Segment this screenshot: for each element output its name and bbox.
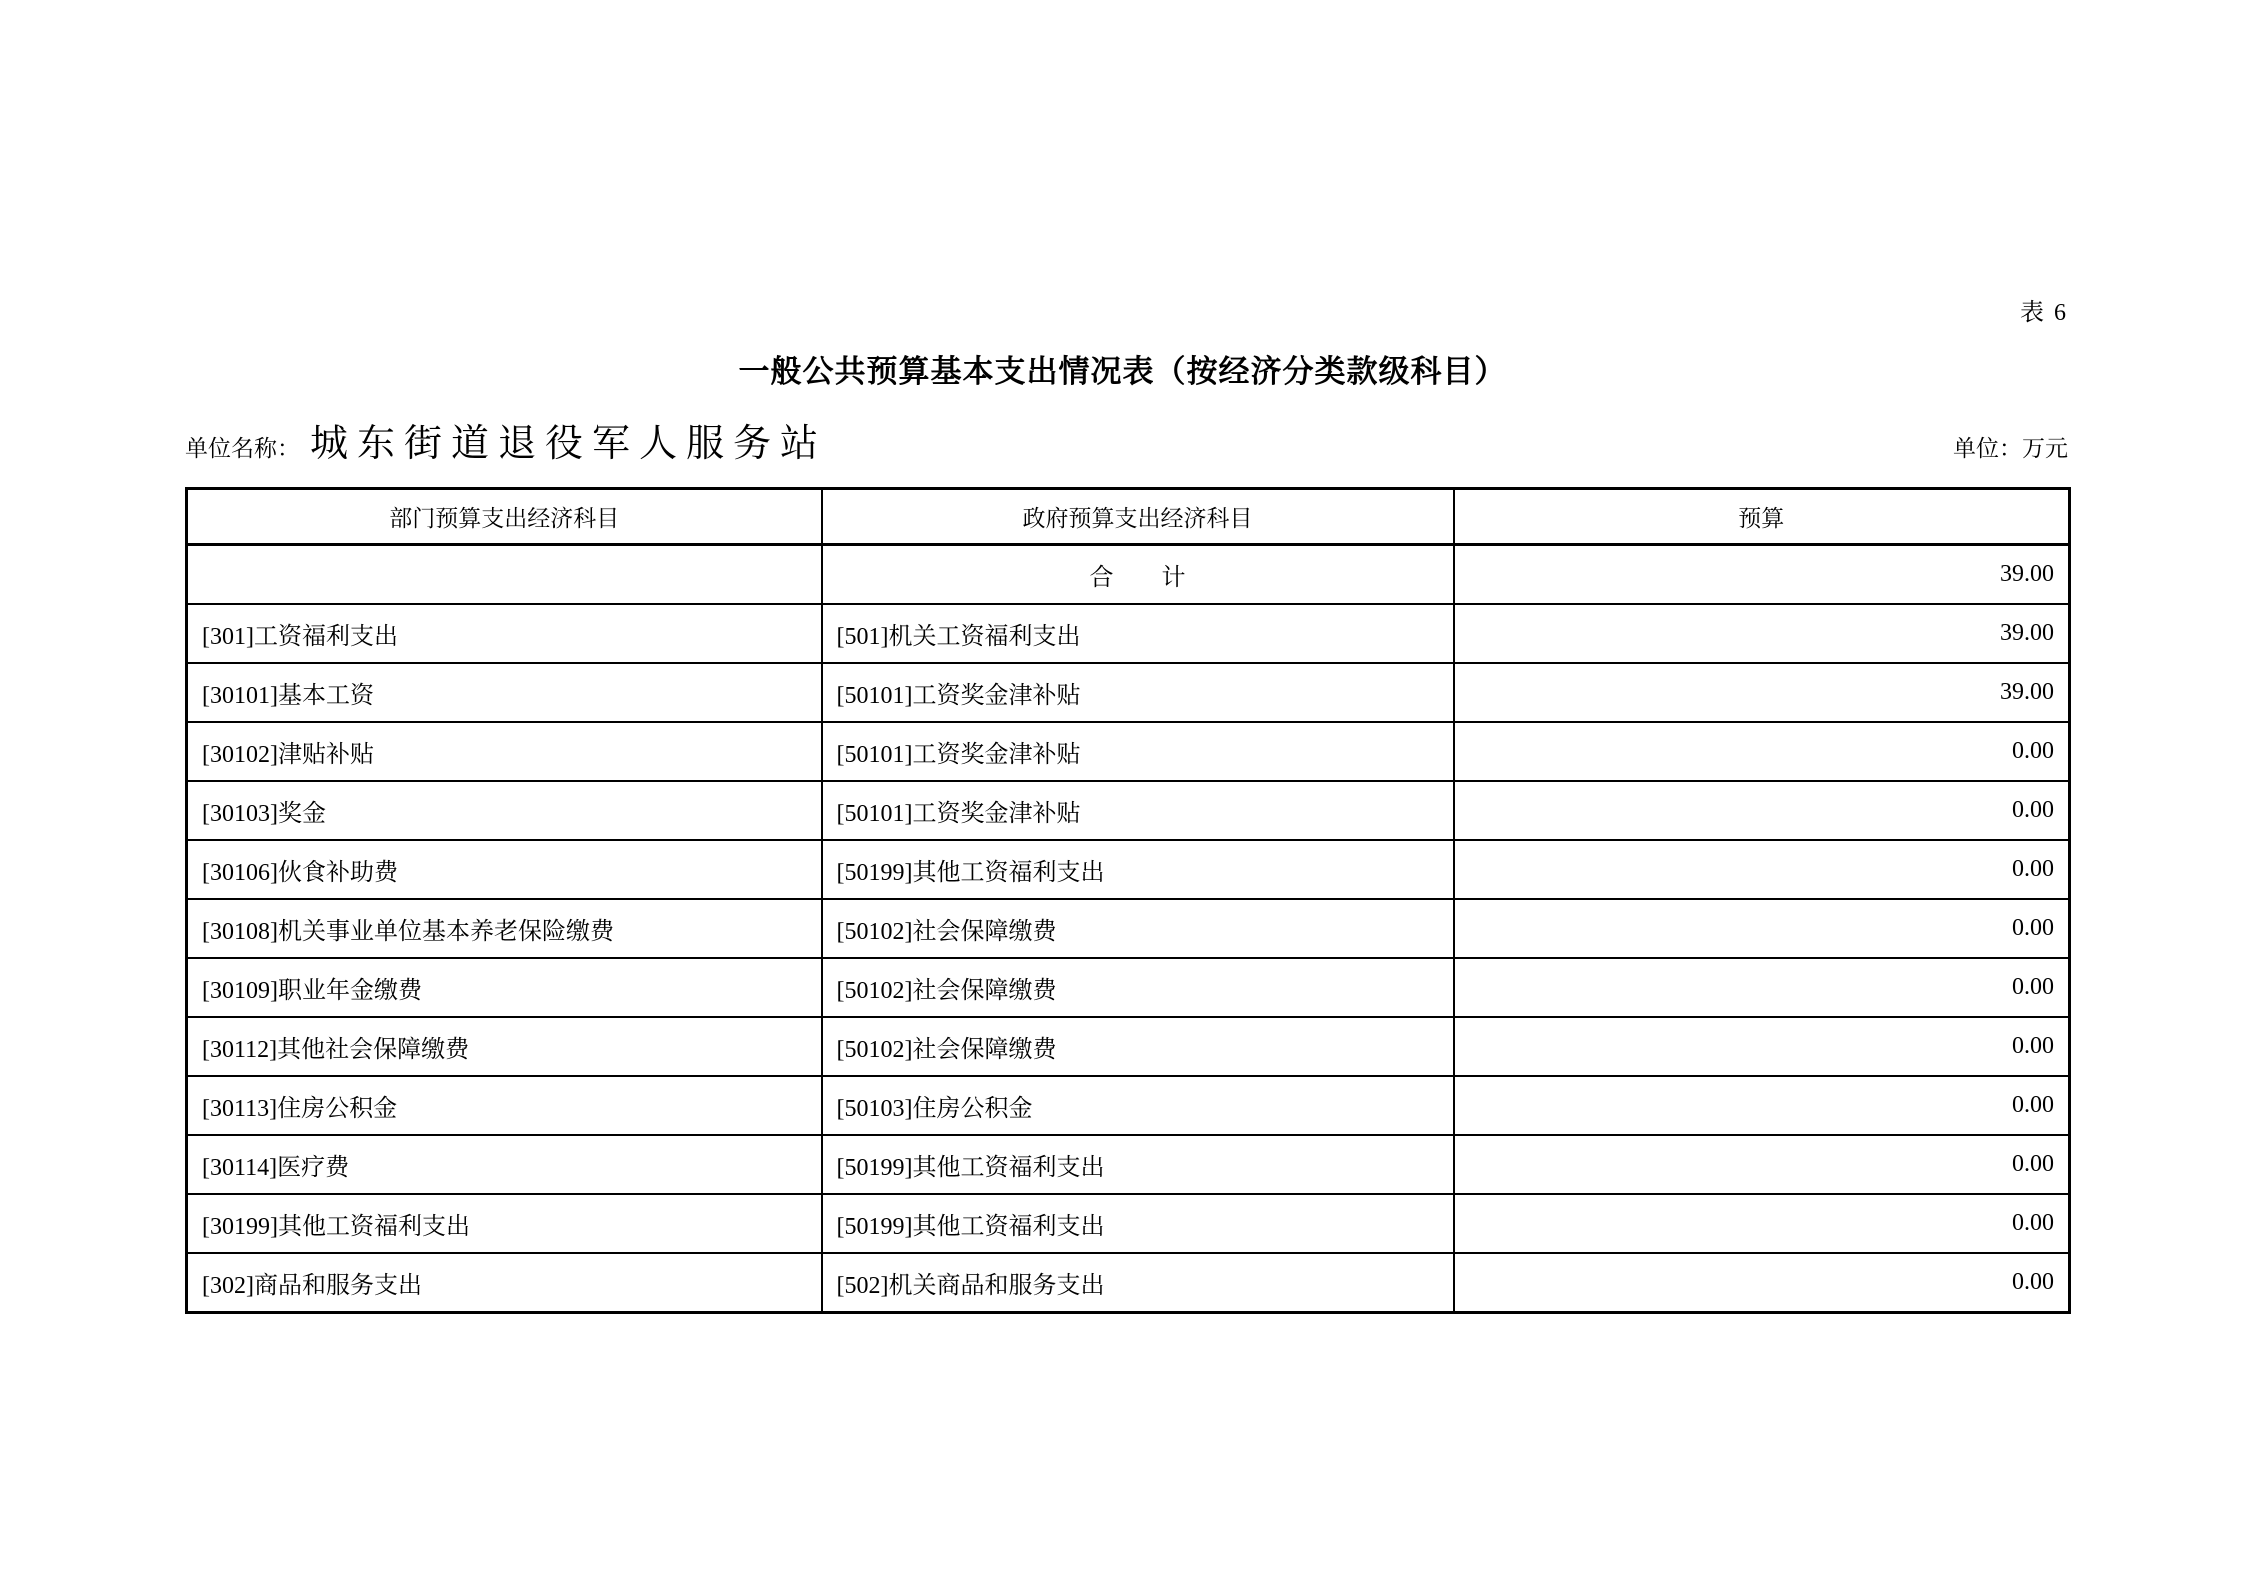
budget-value-cell: 0.00 (1454, 781, 2070, 840)
unit-name-value: 城东街道退役军人服务站 (310, 423, 828, 465)
department-subject-cell: [30113]住房公积金 (187, 1076, 822, 1135)
department-subject-cell: [301]工资福利支出 (187, 604, 822, 663)
budget-table-header (187, 489, 2070, 545)
budget-table-body (187, 545, 2070, 1313)
table-row (187, 1076, 2070, 1135)
table-row (187, 1194, 2070, 1253)
department-subject-cell: [30102]津贴补贴 (187, 722, 822, 781)
department-subject-cell: [30106]伙食补助费 (187, 840, 822, 899)
department-subject-cell: [302]商品和服务支出 (187, 1253, 822, 1313)
budget-value-cell: 0.00 (1454, 958, 2070, 1017)
budget-value-cell: 0.00 (1454, 1135, 2070, 1194)
budget-value-cell: 0.00 (1454, 899, 2070, 958)
table-row (187, 840, 2070, 899)
table-row (187, 604, 2070, 663)
table-row (187, 663, 2070, 722)
table-row (187, 899, 2070, 958)
government-subject-cell: 合 计 (822, 545, 1454, 605)
col-header-department-subject: 部门预算支出经济科目 (187, 489, 822, 545)
department-subject-cell (187, 545, 822, 605)
table-row (187, 781, 2070, 840)
government-subject-cell: [50102]社会保障缴费 (822, 1017, 1454, 1076)
department-subject-cell: [30199]其他工资福利支出 (187, 1194, 822, 1253)
government-subject-cell: [50101]工资奖金津补贴 (822, 663, 1454, 722)
budget-value-cell: 39.00 (1454, 663, 2070, 722)
department-subject-cell: [30108]机关事业单位基本养老保险缴费 (187, 899, 822, 958)
table-row (187, 1253, 2070, 1313)
budget-value-cell: 39.00 (1454, 604, 2070, 663)
government-subject-cell: [50101]工资奖金津补贴 (822, 722, 1454, 781)
government-subject-cell: [50199]其他工资福利支出 (822, 1194, 1454, 1253)
government-subject-cell: [50102]社会保障缴费 (822, 899, 1454, 958)
government-subject-cell: [50102]社会保障缴费 (822, 958, 1454, 1017)
government-subject-cell: [502]机关商品和服务支出 (822, 1253, 1454, 1313)
department-subject-cell: [30112]其他社会保障缴费 (187, 1017, 822, 1076)
table-row (187, 722, 2070, 781)
table-row (187, 1017, 2070, 1076)
col-header-budget: 预算 (1454, 489, 2070, 545)
budget-value-cell: 0.00 (1454, 1017, 2070, 1076)
budget-value-cell: 0.00 (1454, 840, 2070, 899)
budget-value-cell: 0.00 (1454, 1253, 2070, 1313)
header-row (187, 489, 2070, 545)
department-subject-cell: [30114]医疗费 (187, 1135, 822, 1194)
government-subject-cell: [501]机关工资福利支出 (822, 604, 1454, 663)
budget-table (185, 487, 2071, 1314)
government-subject-cell: [50199]其他工资福利支出 (822, 840, 1454, 899)
unit-name-group (185, 412, 827, 467)
document-title: 一般公共预算基本支出情况表（按经济分类款级科目） (738, 354, 1507, 389)
unit-name-label: 单位名称： (185, 436, 300, 461)
table-number-label: 表 6 (2020, 300, 2068, 326)
budget-value-cell: 39.00 (1454, 545, 2070, 605)
unit-of-measure-label: 单位：万元 (1953, 436, 2068, 461)
col-header-government-subject: 政府预算支出经济科目 (822, 489, 1454, 545)
department-subject-cell: [30109]职业年金缴费 (187, 958, 822, 1017)
government-subject-cell: [50101]工资奖金津补贴 (822, 781, 1454, 840)
table-row (187, 545, 2070, 605)
department-subject-cell: [30101]基本工资 (187, 663, 822, 722)
department-subject-cell: [30103]奖金 (187, 781, 822, 840)
government-subject-cell: [50199]其他工资福利支出 (822, 1135, 1454, 1194)
budget-value-cell: 0.00 (1454, 1194, 2070, 1253)
table-row (187, 958, 2070, 1017)
budget-value-cell: 0.00 (1454, 722, 2070, 781)
government-subject-cell: [50103]住房公积金 (822, 1076, 1454, 1135)
table-row (187, 1135, 2070, 1194)
meta-row (185, 412, 2068, 467)
budget-value-cell: 0.00 (1454, 1076, 2070, 1135)
